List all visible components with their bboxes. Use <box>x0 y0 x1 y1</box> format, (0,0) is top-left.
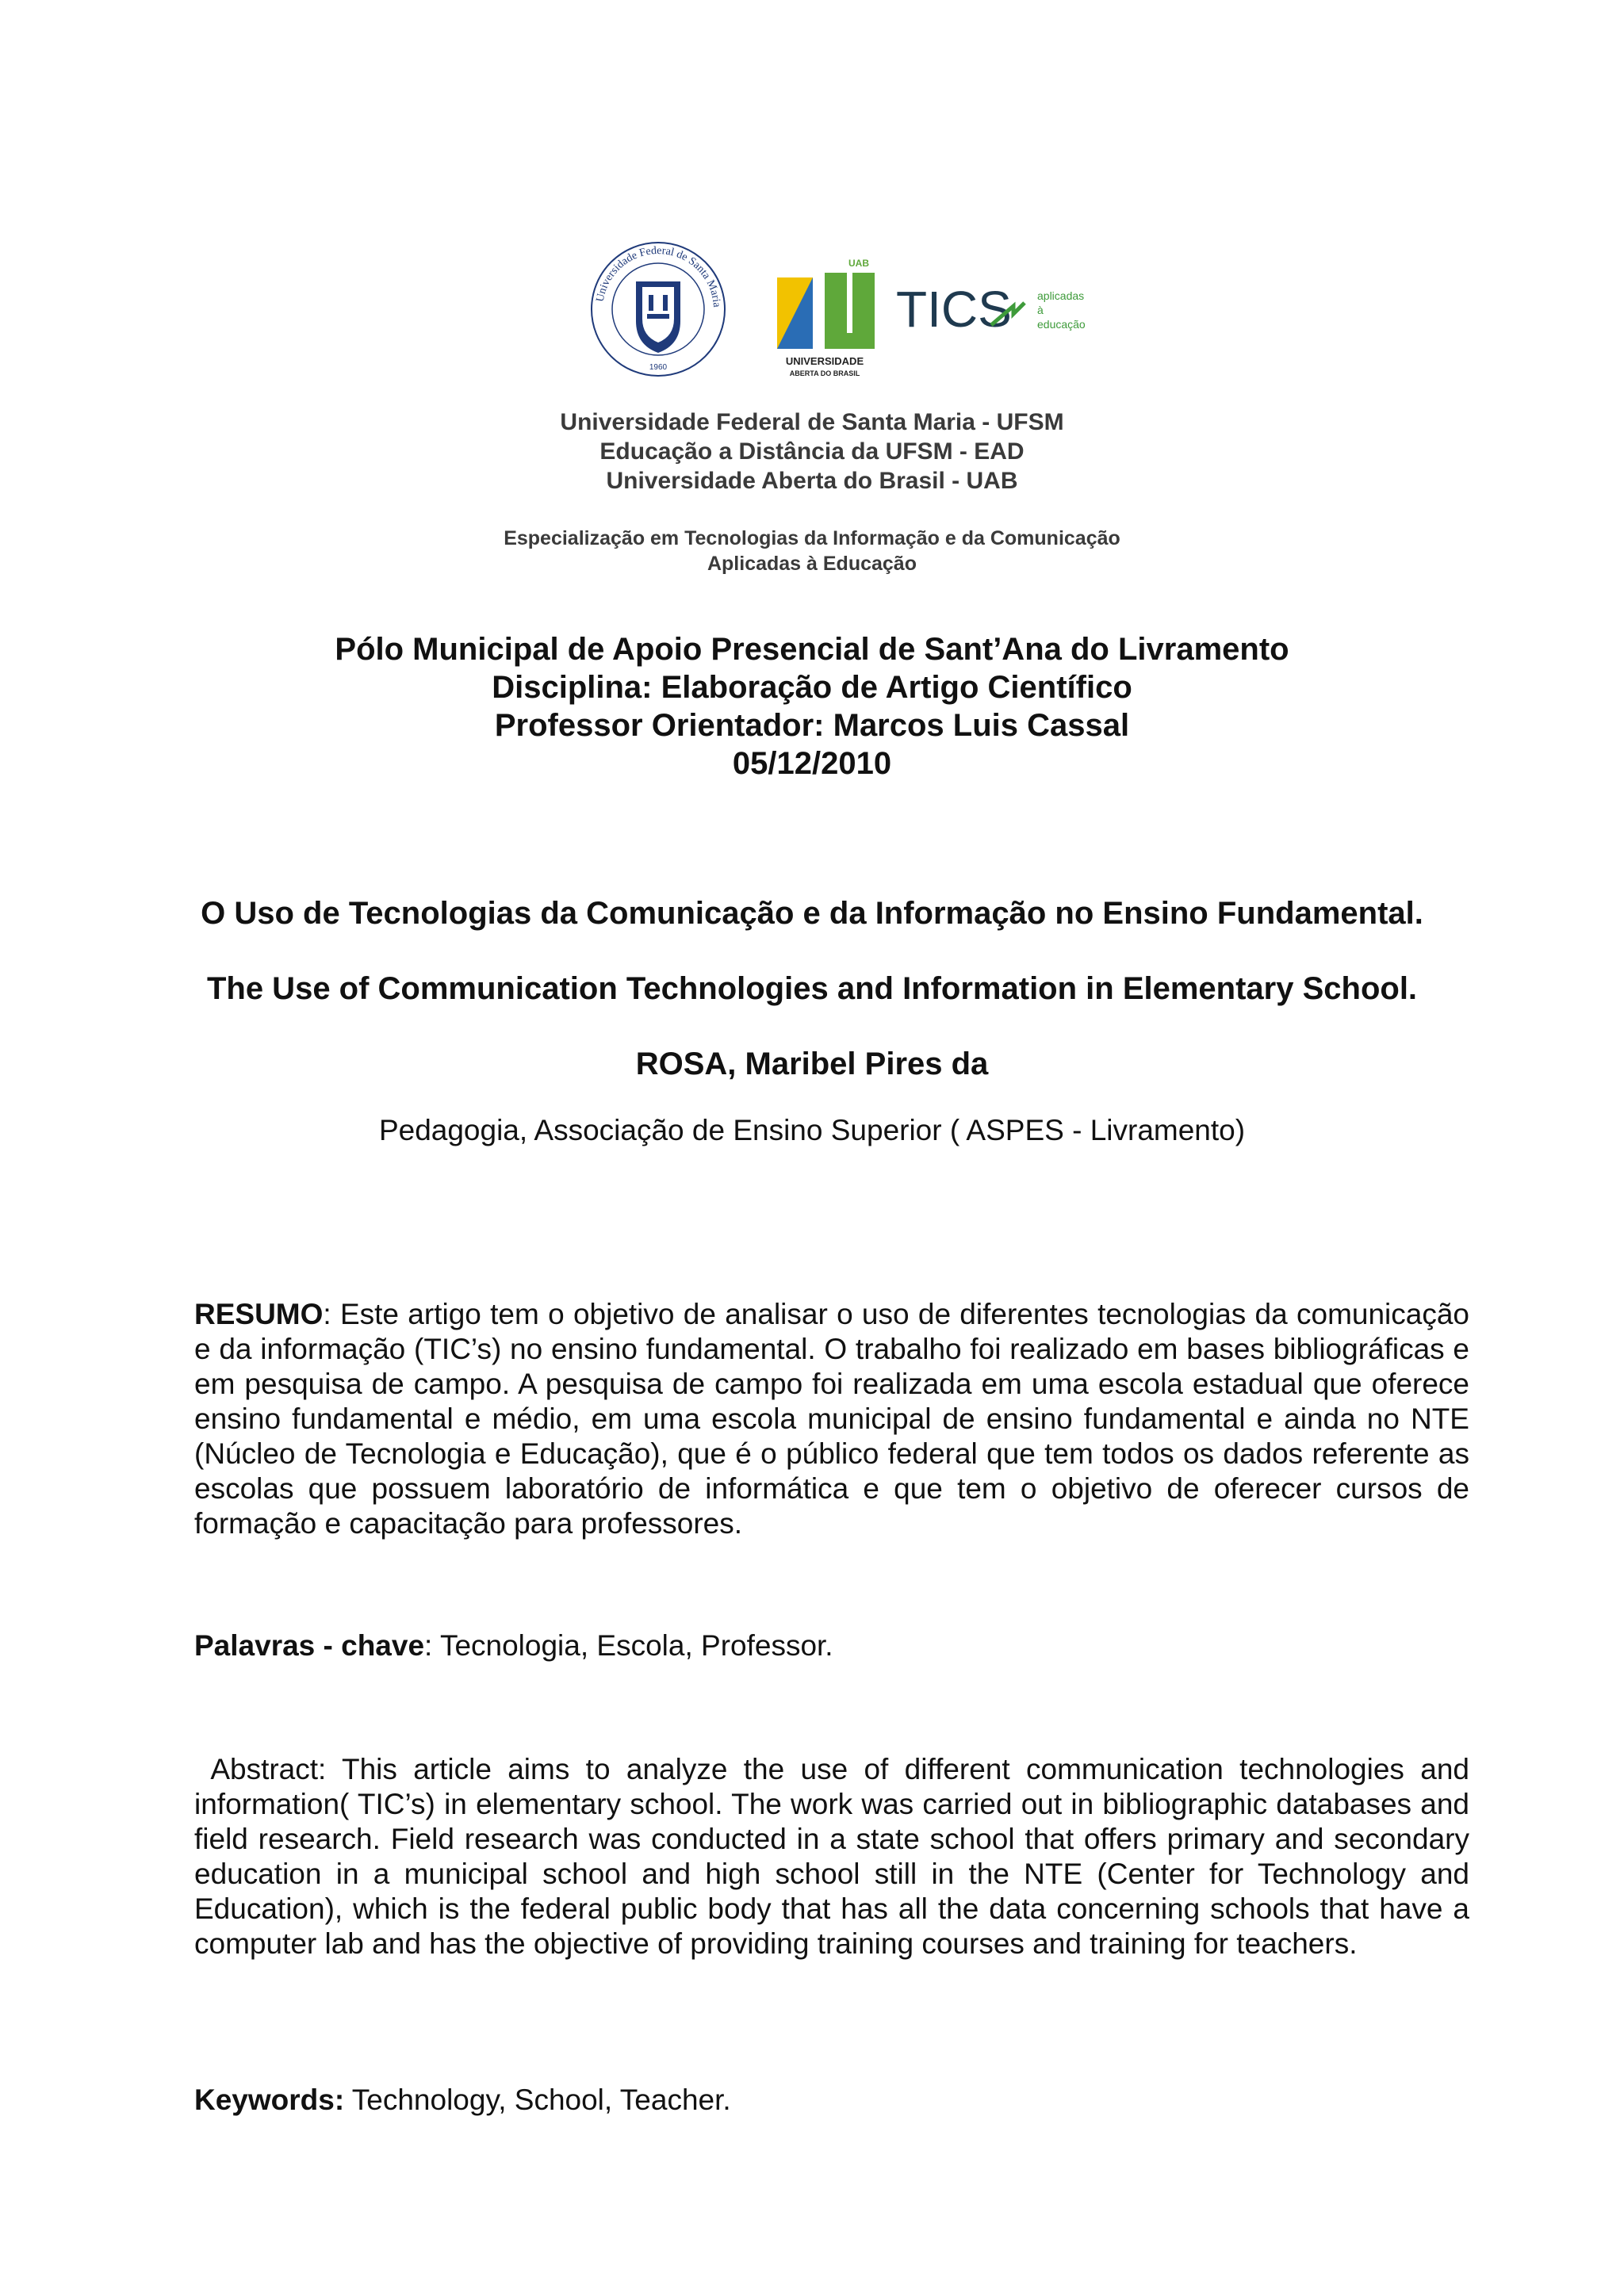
advisor-line: Professor Orientador: Marcos Luis Cassal <box>494 708 1130 743</box>
palavras-chave <box>194 1628 1469 1663</box>
palavras-chave-label: Palavras - chave <box>194 1629 425 1662</box>
resumo-label: RESUMO <box>194 1298 324 1330</box>
keywords-text: Technology, School, Teacher. <box>344 2084 731 2116</box>
author-name: ROSA, Maribel Pires da <box>635 1047 989 1081</box>
institution-line: Universidade Aberta do Brasil - UAB <box>606 468 1018 494</box>
specialization-block <box>0 526 1624 576</box>
discipline-line: Disciplina: Elaboração de Artigo Científico <box>492 670 1132 705</box>
keywords-label: Keywords: <box>194 2084 345 2116</box>
specialization-line: Especialização em Tecnologias da Informação e da Comunicação <box>504 527 1120 549</box>
date-line: 05/12/2010 <box>732 746 892 781</box>
resumo-text: : Este artigo tem o objetivo de analisar o uso de diferentes tecnologias da comunicação e da informação (TIC’s) no ensino fundamental. O trabalho foi realizado em bases bibliográficas e em pesquisa de campo. A pesquisa de campo foi realizada em uma escola estadual que oferece ensino fundamental e médio, em uma escola municipal de ensino fundamental e ainda no NTE (Núcleo de Tecnologia e Educação), que é o público federal que tem todos os dados referente as escolas que possuem laboratório de informática e que tem o objetivo de oferecer cursos de formação e capacitação para professores. <box>194 1298 1469 1540</box>
polo-line: Pólo Municipal de Apoio Presencial de Sant’Ana do Livramento <box>335 632 1289 667</box>
specialization-line: Aplicadas à Educação <box>707 553 917 575</box>
palavras-chave-text: : Tecnologia, Escola, Professor. <box>424 1629 833 1662</box>
abstract-paragraph <box>194 1752 1469 1961</box>
uab-logo <box>769 254 880 388</box>
tics-sub2: à <box>1037 304 1044 316</box>
institution-block <box>0 408 1624 496</box>
keywords <box>194 2083 1469 2118</box>
title-english: The Use of Communication Technologies and Information in Elementary School. <box>206 971 1418 1006</box>
abstract-text: Abstract: This article aims to analyze the use of different communication technologies and information( TIC’s) in elementary school. The work was carried out in bibliographic databases and field research. Field research was conducted in a state school that offers primary and secondary education in a municipal school and high school still in the NTE (Center for Technology and Education), which is the federal public body that has all the data concerning schools that have a computer lab and has the objective of providing training courses and training for teachers. <box>194 1753 1469 1960</box>
seal-year: 1960 <box>649 363 668 372</box>
uab-top-text: UAB <box>848 258 869 269</box>
tics-logo <box>896 270 1094 357</box>
course-info <box>0 630 1624 783</box>
tics-main-text: TICS <box>896 281 1012 338</box>
seal-ring-text: Universidade Federal de Santa Maria <box>594 244 723 308</box>
title-portuguese: O Uso de Tecnologias da Comunicação e da Informação no Ensino Fundamental. <box>201 896 1423 931</box>
uab-line2: ABERTA DO BRASIL <box>789 369 860 377</box>
author-affiliation: Pedagogia, Associação de Ensino Superior ( ASPES - Livramento) <box>378 1114 1246 1146</box>
tics-sub1: aplicadas <box>1037 289 1085 302</box>
ufsm-seal-logo <box>587 238 730 381</box>
tics-sub3: educação <box>1037 318 1086 331</box>
resumo-paragraph <box>194 1297 1469 1541</box>
institution-line: Educação a Distância da UFSM - EAD <box>599 438 1025 465</box>
institution-line: Universidade Federal de Santa Maria - UFSM <box>560 409 1064 435</box>
logo-row <box>587 238 1094 396</box>
uab-line1: UNIVERSIDADE <box>785 355 864 367</box>
